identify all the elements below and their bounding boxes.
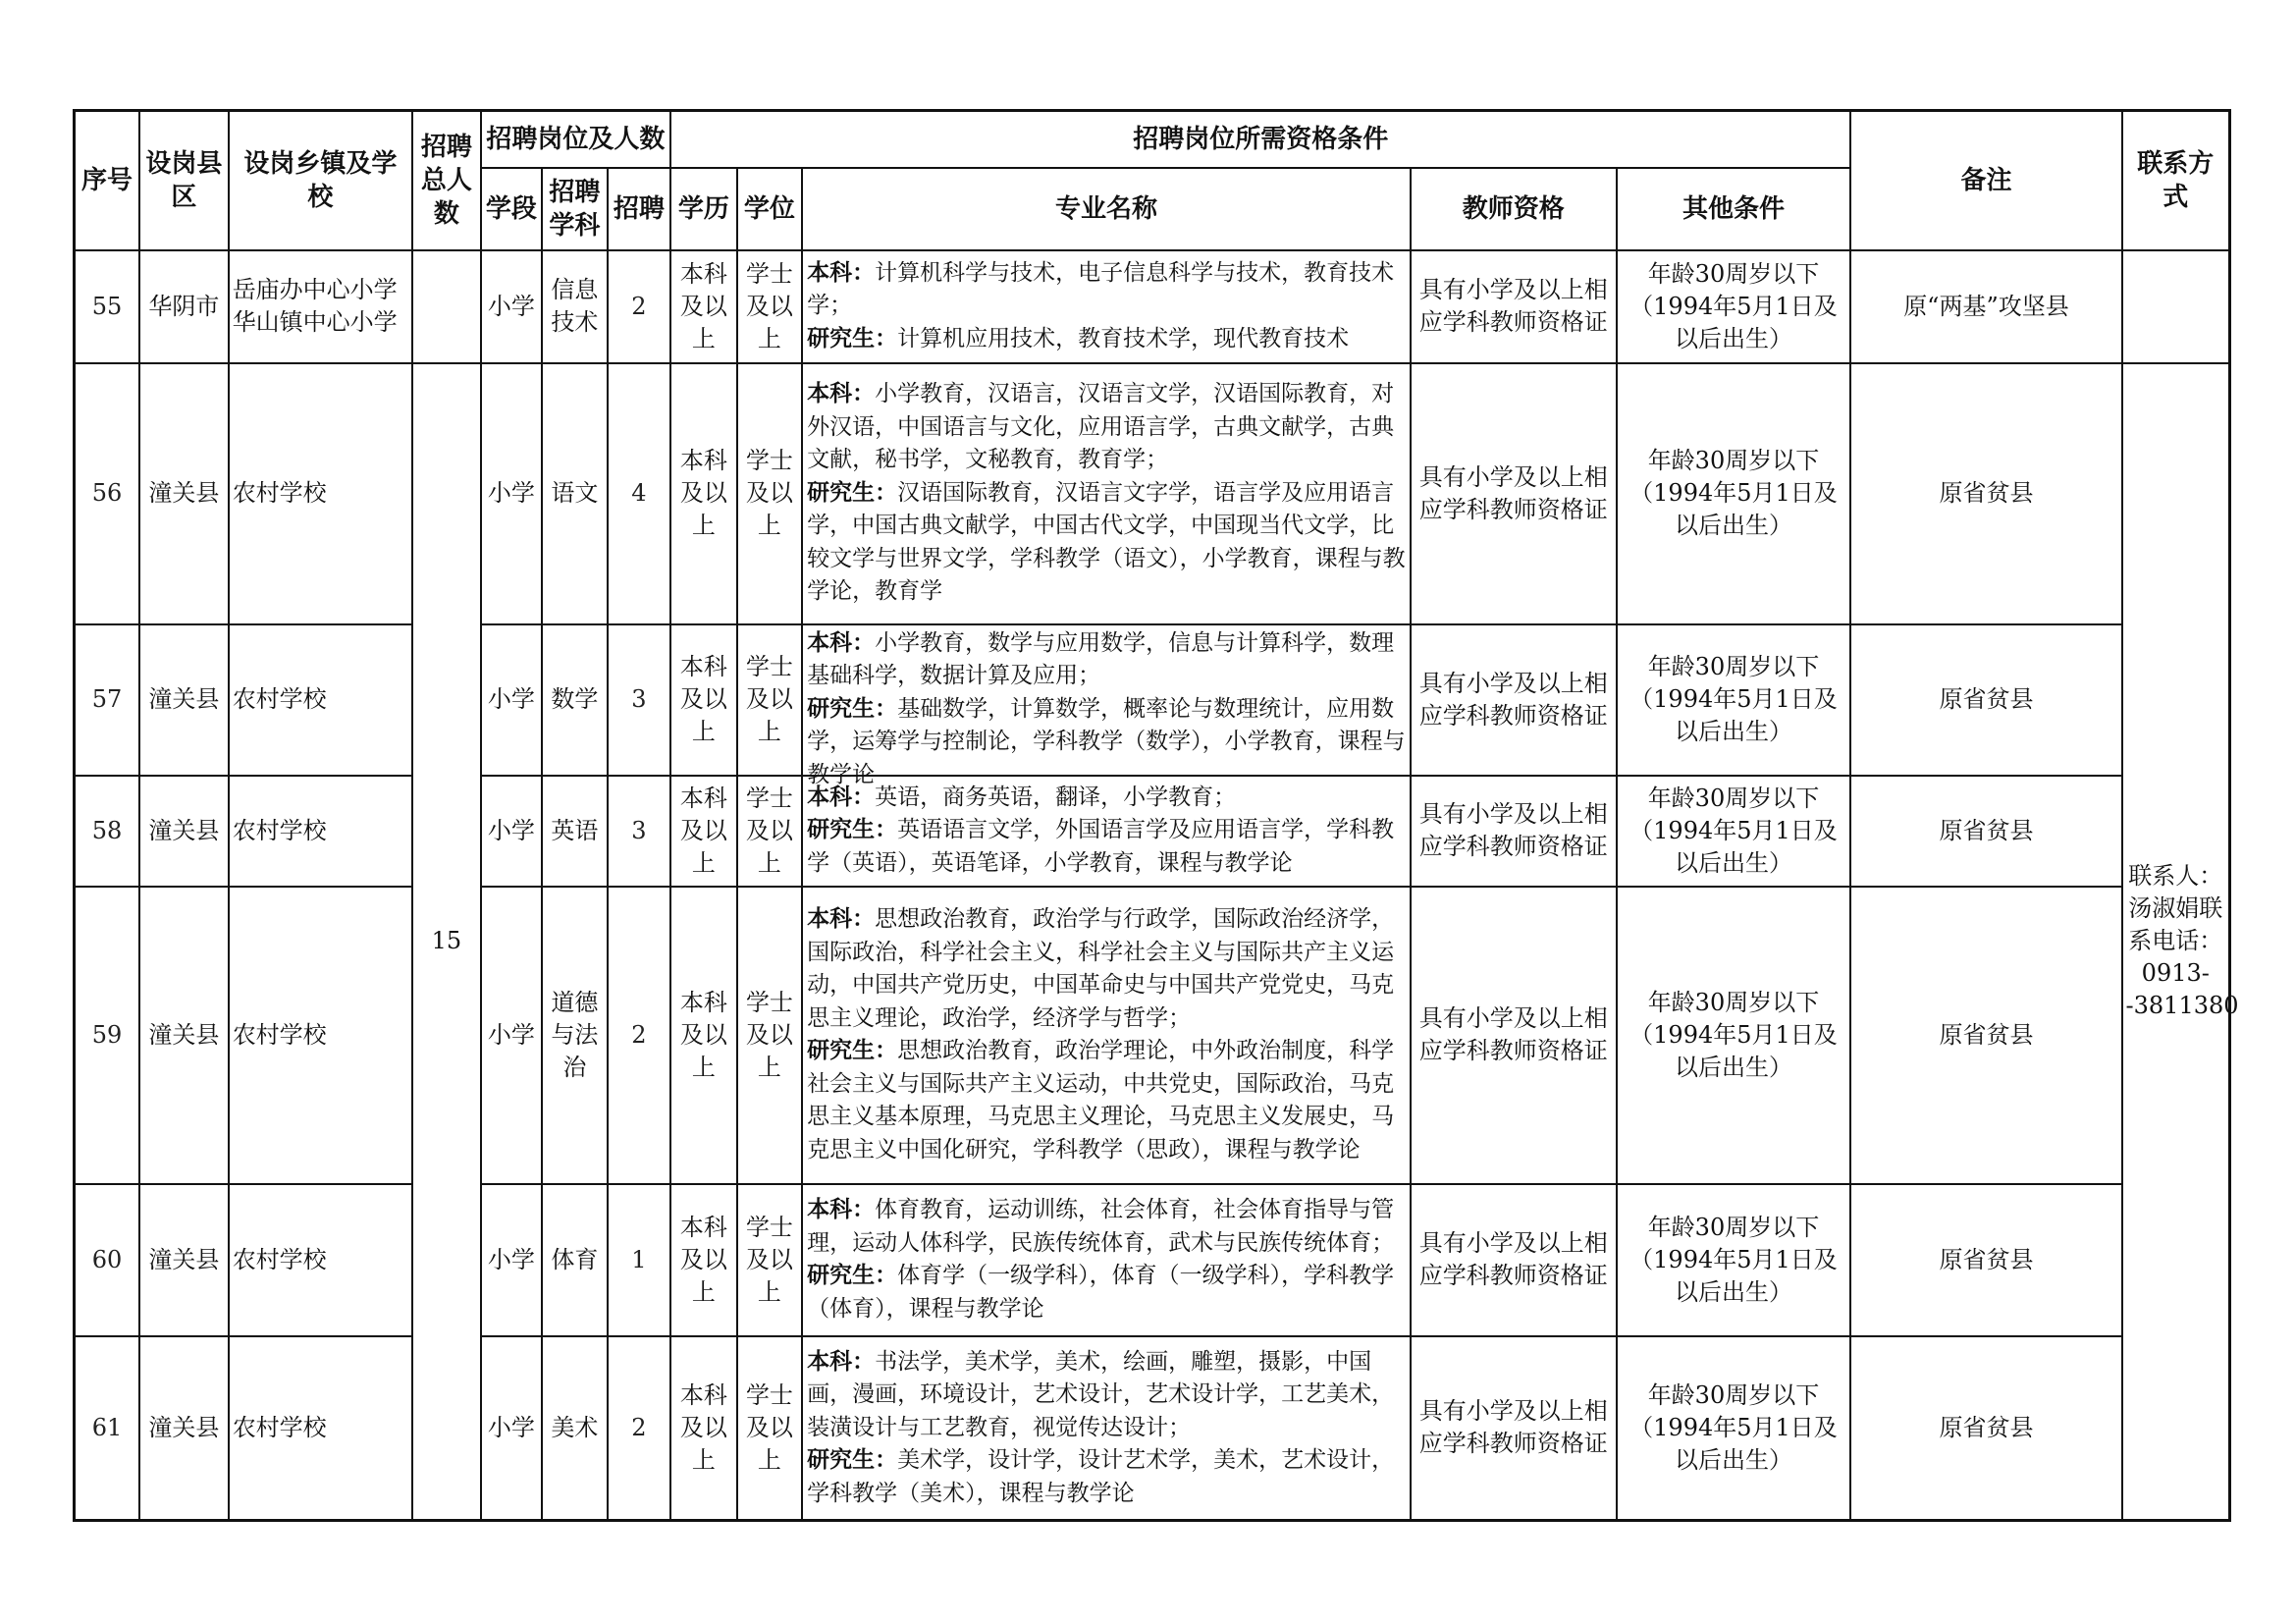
cell-other-conditions: 年龄30周岁以下（1994年5月1日及以后出生） — [1617, 887, 1851, 1184]
postgrad-majors: 汉语国际教育，汉语言文字学，语言学及应用语言学，中国古典文献学，中国古代文学，中国现当代文学，比较文学与世界文学，学科教学（语文），小学教育，课程与教学论，教育学 — [807, 479, 1406, 605]
cell-count: 2 — [608, 250, 671, 363]
postgrad-majors: 计算机应用技术，教育技术学，现代教育技术 — [897, 325, 1350, 352]
header-school: 设岗乡镇及学校 — [229, 111, 412, 250]
cell-major — [802, 250, 1411, 363]
postgrad-label: 研究生： — [807, 1447, 898, 1473]
undergrad-label: 本科： — [807, 1197, 876, 1222]
cell-degree: 学士及以上 — [737, 1336, 803, 1521]
major-text — [807, 903, 1406, 1166]
header-contact: 联系方式 — [2122, 111, 2230, 250]
cell-seq: 58 — [75, 776, 140, 887]
cell-degree: 学士及以上 — [737, 1184, 803, 1336]
undergrad-label: 本科： — [807, 381, 876, 407]
postgrad-majors: 思想政治教育，政治学理论，中外政治制度，科学社会主义与国际共产主义运动，中共党史，国际政治，马克思主义基本原理，马克思主义理论，马克思主义发展史，马克思主义中国化研究，学科教学（思政），课程与教学论 — [807, 1038, 1395, 1163]
table-row — [75, 624, 2230, 776]
cell-other-conditions: 年龄30周岁以下（1994年5月1日及以后出生） — [1617, 1184, 1851, 1336]
cell-subject: 道德与法治 — [542, 887, 608, 1184]
postgrad-label: 研究生： — [807, 817, 898, 843]
cell-stage: 小学 — [481, 1336, 542, 1521]
cell-total-empty — [412, 250, 481, 363]
header-count: 招聘 — [608, 168, 671, 250]
cell-teacher-cert: 具有小学及以上相应学科教师资格证 — [1411, 1184, 1617, 1336]
header-degree: 学位 — [737, 168, 803, 250]
cell-remark: 原省贫县 — [1850, 1184, 2121, 1336]
table-row — [75, 776, 2230, 887]
cell-other-conditions: 年龄30周岁以下（1994年5月1日及以后出生） — [1617, 363, 1851, 624]
undergrad-label: 本科： — [807, 259, 876, 286]
header-positions-group: 招聘岗位及人数 — [481, 111, 670, 168]
header-qualifications-group: 招聘岗位所需资格条件 — [670, 111, 1850, 168]
cell-education: 本科及以上 — [670, 624, 737, 776]
header-stage: 学段 — [481, 168, 542, 250]
undergrad-label: 本科： — [807, 1348, 876, 1375]
cell-teacher-cert: 具有小学及以上相应学科教师资格证 — [1411, 250, 1617, 363]
undergrad-majors: 书法学，美术学，美术，绘画，雕塑，摄影，中国画，漫画，环境设计，艺术设计，艺术设计学，工艺美术，装潢设计与工艺教育，视觉传达设计； — [807, 1348, 1395, 1440]
cell-degree: 学士及以上 — [737, 363, 803, 624]
cell-education: 本科及以上 — [670, 250, 737, 363]
header-remarks: 备注 — [1850, 111, 2121, 250]
cell-seq: 56 — [75, 363, 140, 624]
postgrad-label: 研究生： — [807, 1038, 898, 1063]
cell-other-conditions: 年龄30周岁以下（1994年5月1日及以后出生） — [1617, 624, 1851, 776]
recruitment-table — [73, 109, 2239, 1522]
postgrad-label: 研究生： — [807, 1263, 898, 1288]
major-text — [807, 782, 1406, 881]
cell-degree: 学士及以上 — [737, 776, 803, 887]
cell-seq: 60 — [75, 1184, 140, 1336]
cell-other-conditions: 年龄30周岁以下（1994年5月1日及以后出生） — [1617, 1336, 1851, 1521]
undergrad-majors: 英语，商务英语，翻译，小学教育； — [875, 784, 1237, 810]
cell-seq: 59 — [75, 887, 140, 1184]
cell-subject: 数学 — [542, 624, 608, 776]
cell-teacher-cert: 具有小学及以上相应学科教师资格证 — [1411, 1336, 1617, 1521]
cell-teacher-cert: 具有小学及以上相应学科教师资格证 — [1411, 776, 1617, 887]
postgrad-majors: 体育学（一级学科），体育（一级学科），学科教学（体育），课程与教学论 — [807, 1263, 1395, 1322]
postgrad-majors: 基础数学，计算数学，概率论与数理统计，应用数学，运筹学与控制论，学科教学（数学），小学教育，课程与教学论 — [807, 695, 1406, 787]
major-text — [807, 257, 1406, 356]
cell-seq: 55 — [75, 250, 140, 363]
postgrad-label: 研究生： — [807, 479, 898, 506]
table-row — [75, 363, 2230, 624]
table-row — [75, 1336, 2230, 1521]
cell-major — [802, 624, 1411, 787]
header-teacher-cert: 教师资格 — [1411, 168, 1617, 250]
postgrad-label: 研究生： — [807, 695, 898, 722]
cell-contact-empty — [2122, 250, 2230, 363]
table-row — [75, 250, 2230, 363]
cell-other-conditions: 年龄30周岁以下（1994年5月1日及以后出生） — [1617, 250, 1851, 363]
table-row — [75, 1184, 2230, 1336]
undergrad-majors: 小学教育，数学与应用数学，信息与计算科学，数理基础科学，数据计算及应用； — [807, 629, 1395, 688]
cell-count: 2 — [608, 1336, 671, 1521]
cell-school: 农村学校 — [229, 1184, 412, 1336]
undergrad-label: 本科： — [807, 629, 876, 656]
header-total: 招聘总人数 — [412, 111, 481, 250]
cell-major — [802, 1336, 1411, 1521]
cell-county: 潼关县 — [139, 624, 229, 776]
undergrad-majors: 思想政治教育，政治学与行政学，国际政治经济学，国际政治，科学社会主义，科学社会主义与国际共产主义运动，中国共产党历史，中国革命史与中国共产党党史，马克思主义理论，政治学，经济学与哲学； — [807, 906, 1395, 1031]
cell-remark: 原省贫县 — [1850, 624, 2121, 776]
cell-count: 4 — [608, 363, 671, 624]
cell-county: 潼关县 — [139, 363, 229, 624]
recruitment-table-sheet — [73, 109, 2239, 1518]
cell-stage: 小学 — [481, 363, 542, 624]
cell-degree: 学士及以上 — [737, 887, 803, 1184]
cell-education: 本科及以上 — [670, 1336, 737, 1521]
cell-teacher-cert: 具有小学及以上相应学科教师资格证 — [1411, 887, 1617, 1184]
cell-stage: 小学 — [481, 776, 542, 887]
cell-county: 潼关县 — [139, 1336, 229, 1521]
postgrad-label: 研究生： — [807, 325, 898, 352]
cell-county: 潼关县 — [139, 1184, 229, 1336]
cell-education: 本科及以上 — [670, 887, 737, 1184]
cell-county: 华阴市 — [139, 250, 229, 363]
cell-major — [802, 776, 1411, 887]
undergrad-majors: 计算机科学与技术，电子信息科学与技术，教育技术学； — [807, 259, 1395, 319]
cell-count: 3 — [608, 776, 671, 887]
cell-remark: 原省贫县 — [1850, 363, 2121, 624]
cell-stage: 小学 — [481, 624, 542, 776]
cell-total: 15 — [412, 363, 481, 1521]
cell-degree: 学士及以上 — [737, 624, 803, 776]
header-row-1 — [75, 111, 2230, 168]
cell-stage: 小学 — [481, 887, 542, 1184]
postgrad-majors: 美术学，设计学，设计艺术学，美术，艺术设计，学科教学（美术），课程与教学论 — [807, 1447, 1395, 1506]
cell-contact: 联系人：汤淑娟联系电话：0913--3811380 — [2122, 363, 2230, 1521]
cell-school: 农村学校 — [229, 624, 412, 776]
cell-subject: 信息技术 — [542, 250, 608, 363]
cell-subject: 体育 — [542, 1184, 608, 1336]
header-subject: 招聘学科 — [542, 168, 608, 250]
cell-seq: 57 — [75, 624, 140, 776]
cell-teacher-cert: 具有小学及以上相应学科教师资格证 — [1411, 624, 1617, 776]
cell-major — [802, 887, 1411, 1184]
cell-remark: 原省贫县 — [1850, 887, 2121, 1184]
cell-major — [802, 363, 1411, 624]
cell-remark: 原“两基”攻坚县 — [1850, 250, 2121, 363]
header-major: 专业名称 — [802, 168, 1411, 250]
cell-education: 本科及以上 — [670, 1184, 737, 1336]
postgrad-majors: 英语语言文学，外国语言学及应用语言学，学科教学（英语），英语笔译，小学教育，课程与教学论 — [807, 817, 1395, 876]
cell-school: 农村学校 — [229, 1336, 412, 1521]
cell-count: 1 — [608, 1184, 671, 1336]
cell-county: 潼关县 — [139, 887, 229, 1184]
cell-subject: 语文 — [542, 363, 608, 624]
cell-remark: 原省贫县 — [1850, 776, 2121, 887]
cell-seq: 61 — [75, 1336, 140, 1521]
cell-subject: 美术 — [542, 1336, 608, 1521]
cell-school: 农村学校 — [229, 776, 412, 887]
major-text — [807, 1194, 1406, 1325]
cell-stage: 小学 — [481, 250, 542, 363]
cell-school: 农村学校 — [229, 363, 412, 624]
cell-school: 岳庙办中心小学华山镇中心小学 — [229, 250, 412, 363]
table-row — [75, 887, 2230, 1184]
cell-teacher-cert: 具有小学及以上相应学科教师资格证 — [1411, 363, 1617, 624]
undergrad-majors: 小学教育，汉语言，汉语言文学，汉语国际教育，对外汉语，中国语言与文化，应用语言学，古典文献学，古典文献，秘书学，文秘教育，教育学； — [807, 381, 1395, 473]
cell-education: 本科及以上 — [670, 363, 737, 624]
cell-degree: 学士及以上 — [737, 250, 803, 363]
undergrad-majors: 体育教育，运动训练，社会体育，社会体育指导与管理，运动人体科学，民族传统体育，武术与民族传统体育； — [807, 1197, 1395, 1256]
cell-education: 本科及以上 — [670, 776, 737, 887]
major-text — [807, 627, 1406, 787]
header-other: 其他条件 — [1617, 168, 1851, 250]
undergrad-label: 本科： — [807, 906, 876, 932]
cell-major — [802, 1184, 1411, 1336]
cell-count: 3 — [608, 624, 671, 776]
undergrad-label: 本科： — [807, 784, 876, 810]
cell-remark: 原省贫县 — [1850, 1336, 2121, 1521]
major-text — [807, 378, 1406, 609]
cell-other-conditions: 年龄30周岁以下（1994年5月1日及以后出生） — [1617, 776, 1851, 887]
cell-school: 农村学校 — [229, 887, 412, 1184]
major-text — [807, 1346, 1406, 1511]
cell-subject: 英语 — [542, 776, 608, 887]
cell-count: 2 — [608, 887, 671, 1184]
cell-county: 潼关县 — [139, 776, 229, 887]
header-county: 设岗县区 — [139, 111, 229, 250]
cell-stage: 小学 — [481, 1184, 542, 1336]
header-seq: 序号 — [75, 111, 140, 250]
header-education: 学历 — [670, 168, 737, 250]
